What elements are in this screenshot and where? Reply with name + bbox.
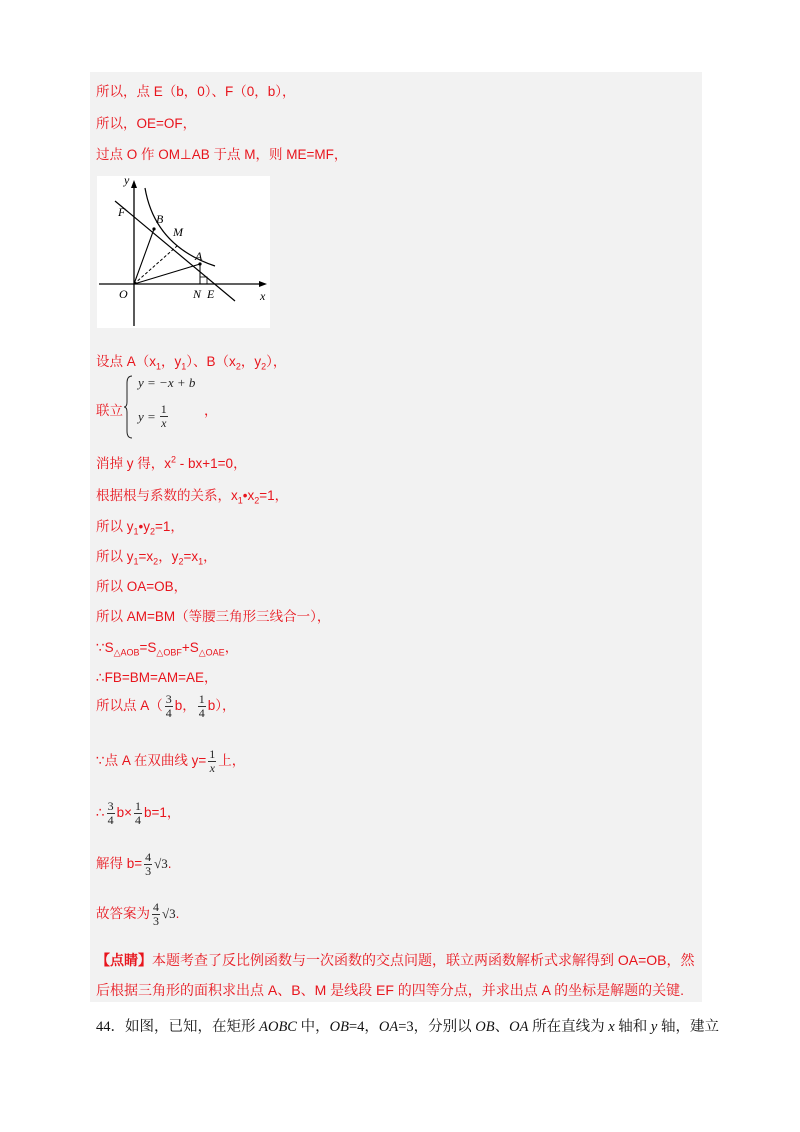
label-m: M [173, 225, 183, 239]
line-points-ef: 所以，点 E（b，0）、F（0，b）， [96, 84, 296, 99]
line-point-a-coords: 所以点 A（ $\frac{3}{4}$ b， $\frac{1}{4}$ b）， [96, 692, 236, 720]
line-oa-ob: 所以 OA=OB， [96, 579, 188, 594]
line-on-hyperbola: ∵点 A 在双曲线 y= $\frac{1}{x}$ 上， [96, 747, 246, 775]
line-product-equation: ∴ $\frac{3}{4}$ b× $\frac{1}{4}$ b=1， [96, 799, 181, 827]
line-equal-segments: ∴FB=BM=AM=AE， [96, 670, 218, 685]
line-solve-b: 解得 b= $\frac{4}{3}$ √3. [96, 850, 172, 878]
label-b: B [156, 212, 164, 226]
line-oe-of: 所以，OE=OF， [96, 116, 197, 131]
line-eliminate-y: 消掉 y 得，$x^2 - bx+1=0$， [96, 454, 247, 471]
label-f: F [118, 205, 126, 219]
line-area-relation: $\because S_{\triangle AOB}=S_{\triangle OBF}+S_{\triangle OAE}$， [96, 640, 239, 658]
system-comma: ， [204, 403, 218, 418]
line-set-points: 设点 $A(x_1$，$y_1$）、$B(x_2$，$y_2$）， [96, 354, 287, 372]
label-e: E [207, 287, 215, 301]
equation-system [130, 373, 200, 439]
geometry-figure [97, 176, 270, 328]
label-a: A [195, 249, 203, 263]
label-o: O [119, 287, 128, 301]
line-om-perpendicular: 过点 O 作 OM⊥AB 于点 M，则 ME=MF， [96, 147, 348, 162]
equation-line: y = −x + b [138, 375, 196, 390]
comment-bracket: 【点睛】 [96, 952, 152, 968]
line-y-product: 所以 $y_1•y_2=1$， [96, 519, 184, 537]
label-y: y [124, 176, 130, 187]
line-answer: 故答案为 $\frac{4}{3}$ √3. [96, 900, 180, 928]
line-vieta: 根据根与系数的关系，$x_1•x_2=1$， [96, 488, 289, 506]
line-simultaneous-label: 联立 [96, 403, 123, 418]
next-question: 44．如图，已知，在矩形 AOBC 中，OB=4，OA=3，分别以 OB、OA 所在直线为 x 轴和 y 轴，建立 [96, 1019, 719, 1035]
label-n: N [193, 287, 202, 301]
line-comment-1: 【点睛】本题考查了反比例函数与一次函数的交点问题，联立两函数解析式求解得到 OA=OB，然 [96, 952, 695, 968]
label-x: x [260, 289, 266, 303]
line-comment-2: 后根据三角形的面积求出点 A、B、M 是线段 EF 的四等分点，并求出点 A 的坐标是解题的关键. [96, 982, 685, 998]
equation-hyperbola: y = $\frac{1}{x}$ [138, 402, 167, 430]
line-am-bm: 所以 AM=BM（等腰三角形三线合一）， [96, 609, 331, 624]
line-y-equals-x: 所以 $y_1=x_2$，$y_2=x_1$， [96, 549, 217, 567]
